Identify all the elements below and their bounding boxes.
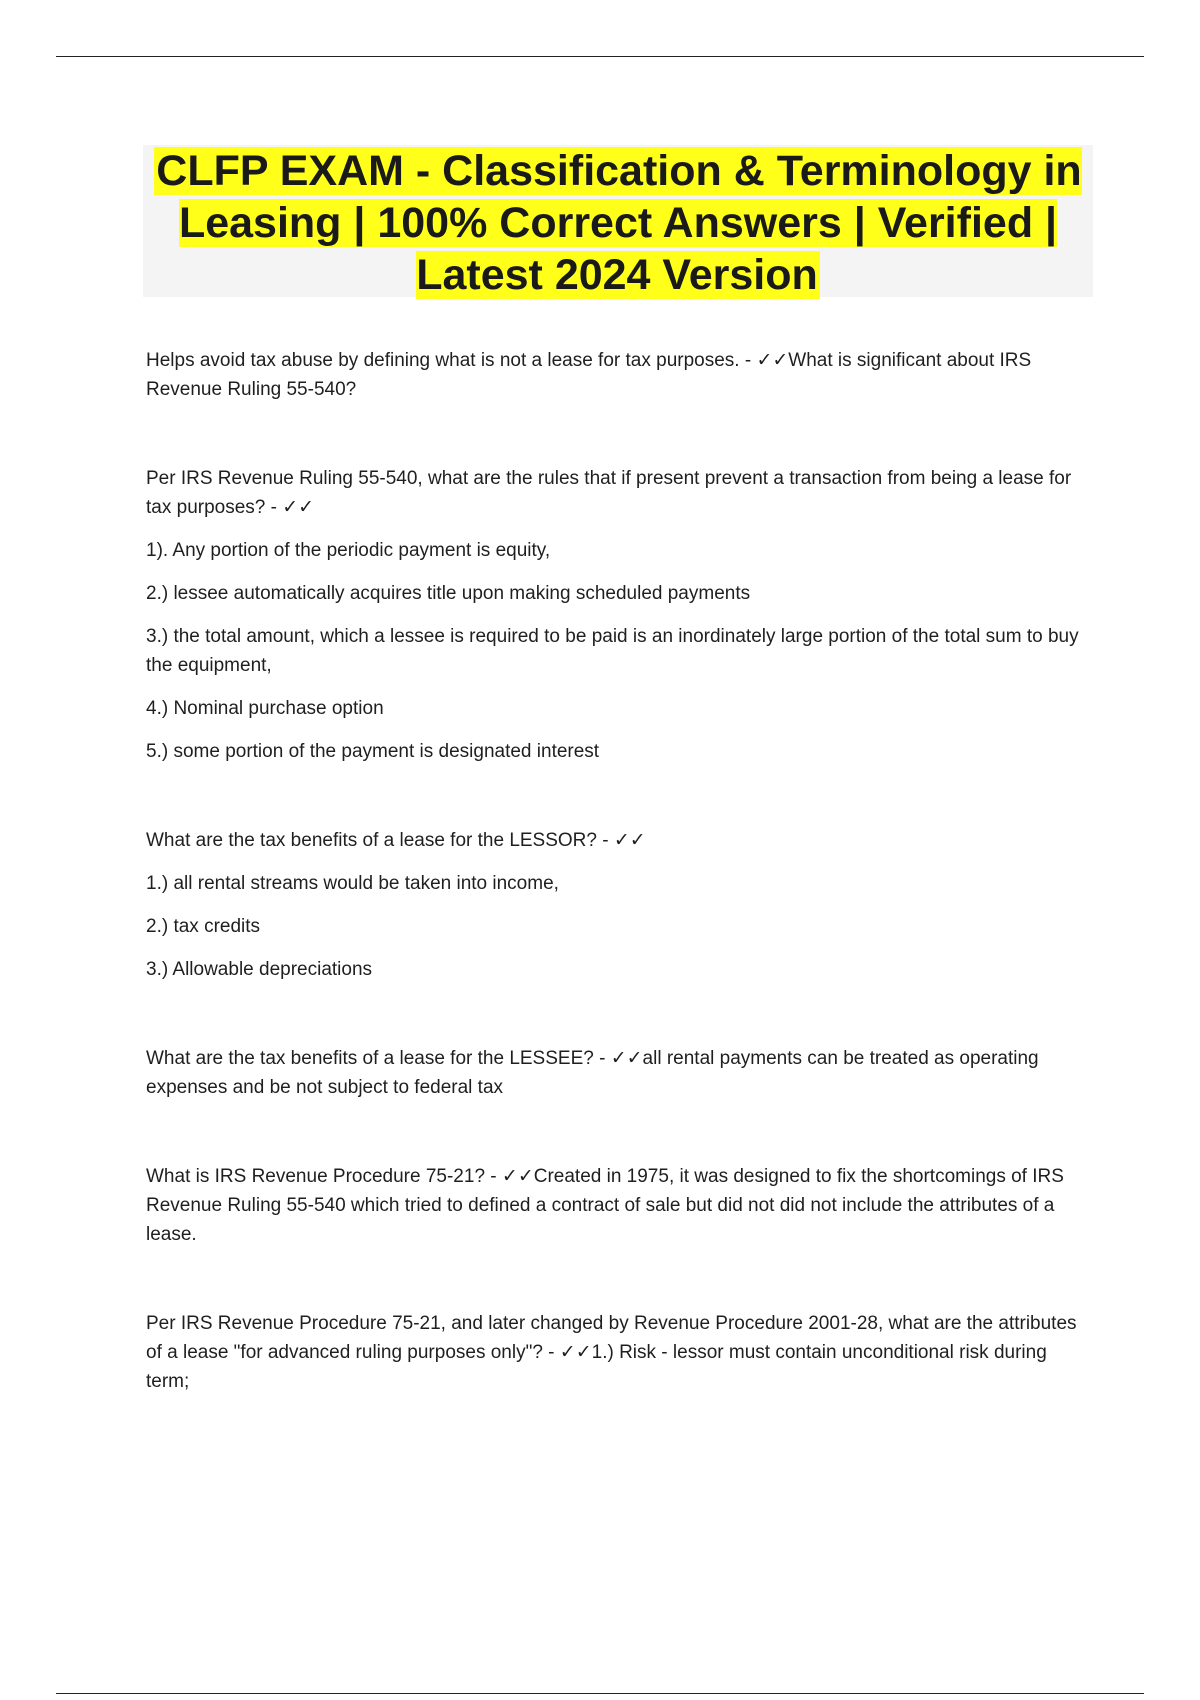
list-item: 1.) all rental streams would be taken into income, [146,873,559,894]
document-title: CLFP EXAM - Classification & Terminology in Leasing | 100% Correct Answers | Verified | Latest 2024 Version [156,147,1082,299]
list-item: 2.) lessee automatically acquires title upon making scheduled payments [146,583,751,604]
list-item: 1). Any portion of the periodic payment is equity, [146,540,551,561]
top-rule [56,56,1144,57]
qa-entry-6: Per IRS Revenue Procedure 75-21, and later changed by Revenue Procedure 2001-28, what are the attributes of a lease "for advanced ruling purposes only"? - ✓✓1.) Risk - lessor must contain unconditional risk during term; [146,1313,1077,1392]
qa-entry-1: Helps avoid tax abuse by defining what is not a lease for tax purposes. - ✓✓What is significant about IRS Revenue Ruling 55-540? [146,350,1032,400]
list-item: 3.) the total amount, which a lessee is required to be paid is an inordinately large portion of the total sum to buy the equipment, [146,626,1079,676]
list-item: 3.) Allowable depreciations [146,959,373,980]
list-item: 5.) some portion of the payment is designated interest [146,741,600,762]
qa-entry-3-question: What are the tax benefits of a lease for the LESSOR? - ✓✓ [146,830,646,851]
list-item: 4.) Nominal purchase option [146,698,384,719]
bottom-rule [56,1693,1144,1694]
qa-entry-4: What are the tax benefits of a lease for the LESSEE? - ✓✓all rental payments can be treated as operating expenses and be not subject to federal tax [146,1048,1039,1098]
document-body [146,346,1086,1396]
list-item: 2.) tax credits [146,916,261,937]
qa-entry-5: What is IRS Revenue Procedure 75-21? - ✓✓Created in 1975, it was designed to fix the shortcomings of IRS Revenue Ruling 55-540 which tried to defined a contract of sale but did not did not include the attributes of a lease. [146,1166,1064,1245]
qa-entry-2-question: Per IRS Revenue Ruling 55-540, what are the rules that if present prevent a transaction from being a lease for tax purposes? - ✓✓ [146,468,1072,518]
